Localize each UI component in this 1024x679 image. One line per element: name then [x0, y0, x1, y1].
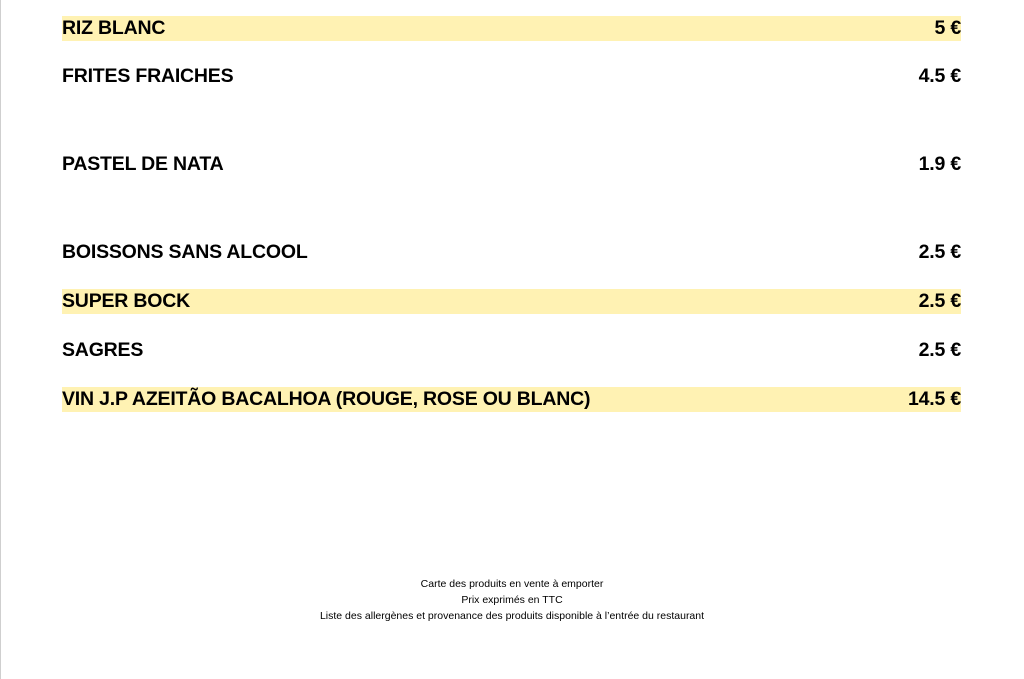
menu-item-name: VIN J.P AZEITÃO BACALHOA (ROUGE, ROSE OU BLANC) [62, 388, 591, 410]
menu-item-price: 4.5 € [918, 65, 961, 87]
menu-item-pastel-de-nata [62, 152, 961, 177]
menu-item-name: BOISSONS SANS ALCOOL [62, 241, 308, 263]
footer-line-prices: Prix exprimés en TTC [461, 594, 563, 606]
menu-item-price: 5 € [934, 17, 961, 39]
menu-item-super-bock [62, 289, 961, 314]
menu-item-price: 2.5 € [918, 241, 961, 263]
menu-item-name: RIZ BLANC [62, 17, 166, 39]
menu-item-price: 2.5 € [918, 290, 961, 312]
menu-item-frites-fraiches [62, 64, 961, 89]
menu-item-price: 2.5 € [918, 339, 961, 361]
menu-item-price: 14.5 € [907, 388, 961, 410]
menu-item-sagres [62, 338, 961, 363]
menu-item-price: 1.9 € [918, 153, 961, 175]
menu-item-name: PASTEL DE NATA [62, 153, 224, 175]
menu-item-boissons-sans-alcool [62, 240, 961, 265]
menu-item-vin-azeitao-bacalhoa [62, 387, 961, 412]
menu-item-riz-blanc [62, 16, 961, 41]
menu-item-name: SUPER BOCK [62, 290, 191, 312]
footer-line-allergens: Liste des allergènes et provenance des produits disponible à l’entrée du restaurant [319, 610, 705, 622]
menu-item-name: FRITES FRAICHES [62, 65, 234, 87]
footer-line-takeaway: Carte des produits en vente à emporter [420, 578, 604, 590]
footer-notes [0, 576, 1024, 624]
menu-item-name: SAGRES [62, 339, 144, 361]
